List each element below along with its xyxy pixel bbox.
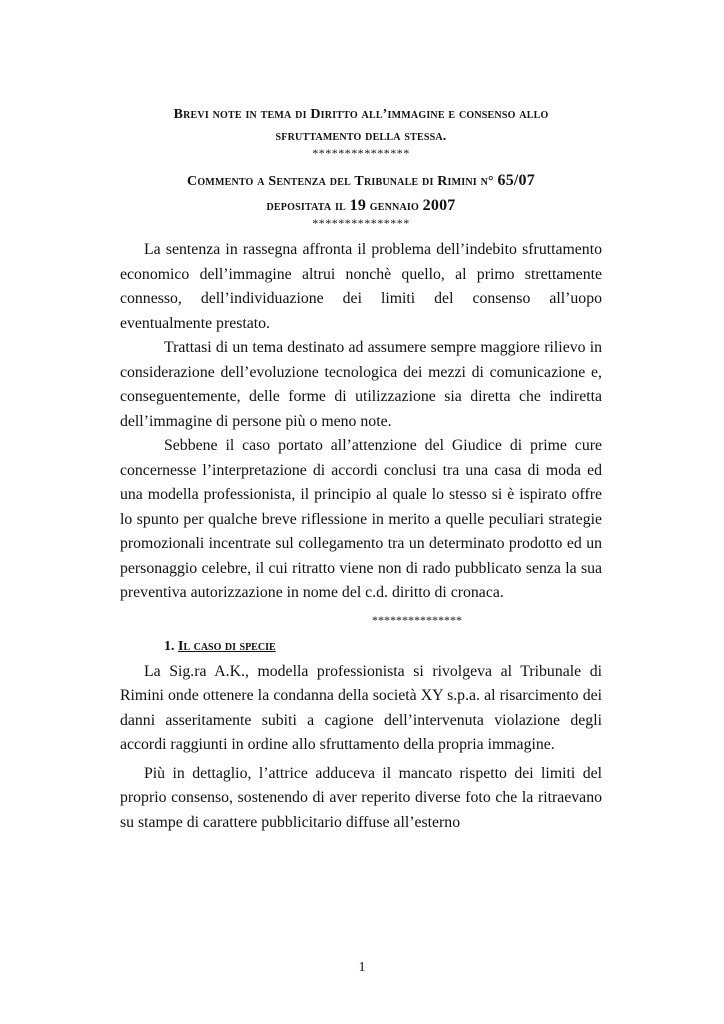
page-number: 1 (358, 960, 366, 975)
separator-stars: *************** (372, 612, 462, 627)
comment-line-2 (120, 195, 602, 218)
sentence-number: 65/07 (497, 172, 535, 189)
comment-heading (120, 170, 602, 218)
deposit-year: 2007 (422, 197, 456, 214)
section-number: 1. (164, 638, 175, 654)
comment-line-1 (120, 170, 602, 193)
deposit-day: 19 (349, 197, 367, 214)
title-line-1: Brevi note in tema di Diritto all’immagine e consenso allo (173, 107, 549, 122)
paragraph: La Sig.ra A.K., modella professionista si rivolgeva al Tribunale di Rimini onde ottenere la condanna della società XY s.p.a. al risarcimento dei danni asseritamente subiti a cagione dell’intervenuta violazione degli accordi raggiunti in ordine allo sfruttamento della propria immagine. (120, 662, 602, 753)
deposit-month: gennaio (369, 199, 419, 214)
deposit-label: depositata il (266, 199, 346, 214)
document-title (120, 104, 602, 148)
separator-stars: *************** (312, 216, 410, 230)
title-line-2: sfruttamento della stessa. (275, 129, 447, 144)
document-page (120, 104, 602, 835)
paragraph: Più in dettaglio, l’attrice adduceva il mancato rispetto dei limiti del proprio consenso, sostenendo di aver reperito diverse foto che la ritraevano su stampe di carattere pubblicitario diffuse all’esterno (120, 764, 602, 831)
section-title: Il caso di specie (178, 638, 276, 654)
section-heading (164, 634, 602, 660)
comment-line-1-text: Commento a Sentenza del Tribunale di Rimini n° (187, 174, 494, 189)
paragraph: La sentenza in rassegna affronta il problema dell’indebito sfruttamento economico dell’immagine altrui nonchè quello, al primo strettamente connesso, dell’individuazione dei limiti del consenso all’uopo eventualmente prestato. (120, 241, 602, 332)
separator-stars: *************** (312, 146, 410, 160)
paragraph: Trattasi di un tema destinato ad assumere sempre maggiore rilievo in considerazione dell’evoluzione tecnologica dei mezzi di comunicazione e, conseguentemente, delle forme di utilizzazione sia diretta che indiretta dell’immagine di persone più o meno note. (120, 339, 602, 430)
paragraph: Sebbene il caso portato all’attenzione del Giudice di prime cure concernesse l’interpretazione di accordi conclusi tra una casa di moda ed una modella professionista, il principio al quale lo stesso si è ispirato offre lo spunto per qualche breve riflessione in merito a quelle peculiari strategie promozionali incentrate sul collegamento tra un determinato prodotto ed un personaggio celebre, il cui ritratto viene non di rado pubblicato senza la sua preventiva autorizzazione in nome del c.d. diritto di cronaca. (120, 437, 602, 601)
